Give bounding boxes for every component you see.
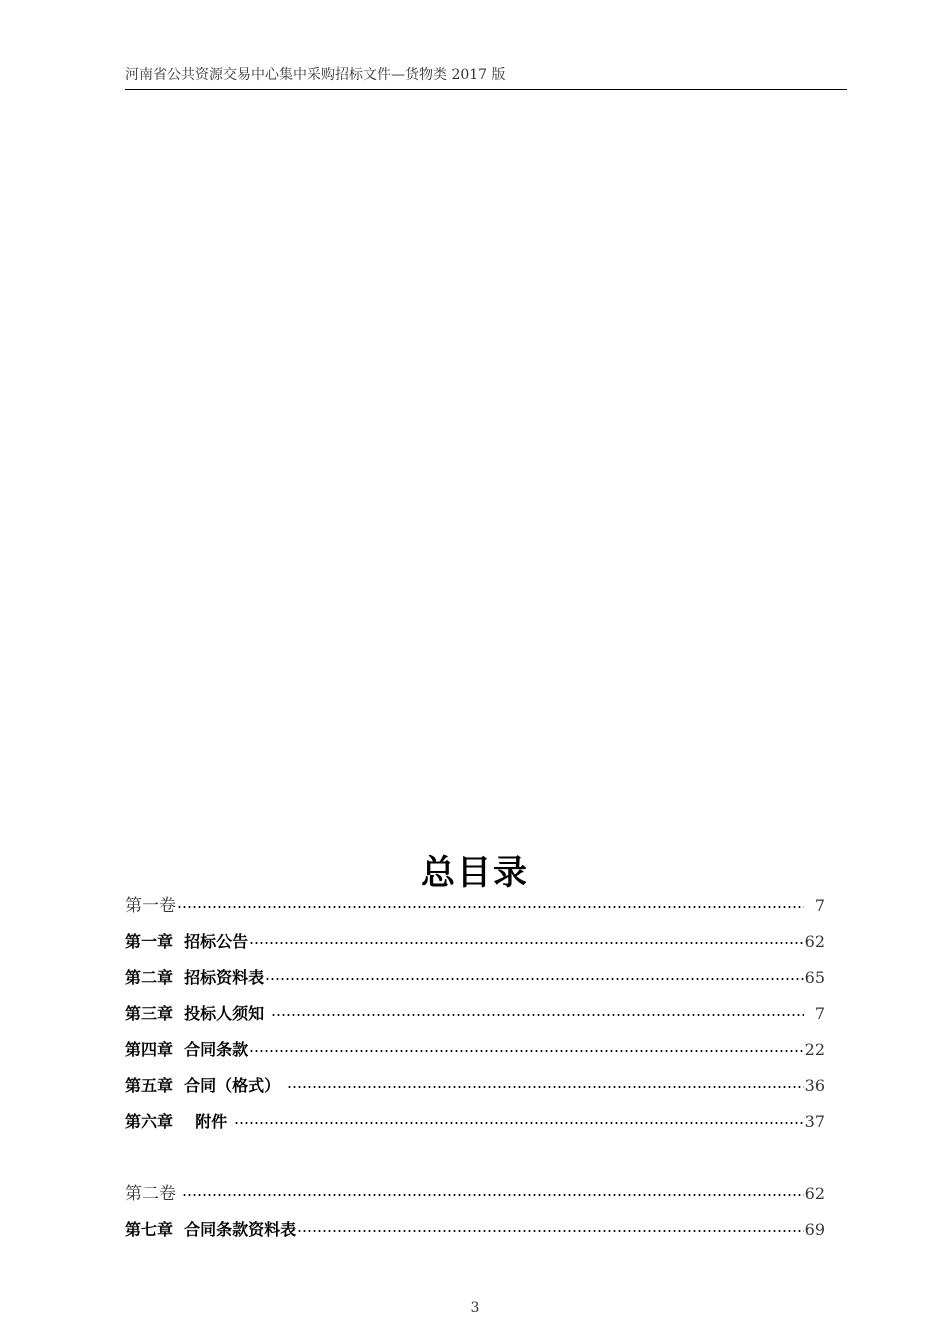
toc-entry-page: 69 bbox=[804, 1220, 825, 1239]
toc-entry-page: 37 bbox=[804, 1112, 825, 1131]
table-of-contents bbox=[125, 888, 825, 1248]
toc-entry-page: 65 bbox=[804, 968, 825, 987]
toc-entry-chapter-2[interactable] bbox=[125, 960, 825, 996]
toc-entry-label: 第二章 招标资料表 bbox=[125, 968, 265, 987]
toc-entry-label: 第四章 合同条款 bbox=[125, 1040, 249, 1059]
toc-entry-chapter-3[interactable] bbox=[125, 996, 825, 1032]
toc-entry-chapter-5[interactable] bbox=[125, 1068, 825, 1104]
toc-entry-label: 第三章 投标人须知 bbox=[125, 1004, 270, 1023]
dot-leader bbox=[297, 1230, 803, 1232]
page-number: 3 bbox=[470, 1300, 480, 1316]
dot-leader bbox=[287, 1086, 804, 1088]
dot-leader bbox=[234, 1122, 804, 1124]
dot-leader bbox=[265, 978, 803, 980]
toc-entry-label: 第一章 招标公告 bbox=[125, 932, 249, 951]
toc-entry-label: 第七章 合同条款资料表 bbox=[125, 1220, 297, 1239]
dot-leader bbox=[271, 1014, 804, 1016]
toc-entry-label: 第二卷 bbox=[125, 1184, 182, 1204]
running-header: 河南省公共资源交易中心集中采购招标文件—货物类 2017 版 bbox=[125, 64, 847, 90]
toc-entry-chapter-4[interactable] bbox=[125, 1032, 825, 1068]
toc-entry-label: 第五章 合同（格式） bbox=[125, 1076, 286, 1095]
toc-entry-chapter-7[interactable] bbox=[125, 1212, 825, 1248]
toc-entry-page: 7 bbox=[814, 896, 825, 915]
dot-leader bbox=[249, 1050, 803, 1052]
toc-entry-chapter-1[interactable] bbox=[125, 924, 825, 960]
dot-leader bbox=[177, 906, 804, 908]
toc-entry-volume-2[interactable] bbox=[125, 1176, 825, 1212]
toc-entry-label: 第六章 附件 bbox=[125, 1112, 233, 1131]
toc-entry-page: 22 bbox=[804, 1040, 825, 1059]
toc-title: 总目录 bbox=[421, 853, 529, 893]
dot-leader bbox=[249, 942, 803, 944]
dot-leader bbox=[182, 1194, 803, 1196]
toc-entry-page: 7 bbox=[814, 1004, 825, 1023]
toc-entry-volume-1[interactable] bbox=[125, 888, 825, 924]
toc-entry-chapter-6[interactable] bbox=[125, 1104, 825, 1140]
toc-entry-page: 62 bbox=[804, 1184, 825, 1203]
toc-entry-page: 36 bbox=[804, 1076, 825, 1095]
toc-entry-label: 第一卷 bbox=[125, 896, 176, 916]
toc-entry-page: 62 bbox=[804, 932, 825, 951]
